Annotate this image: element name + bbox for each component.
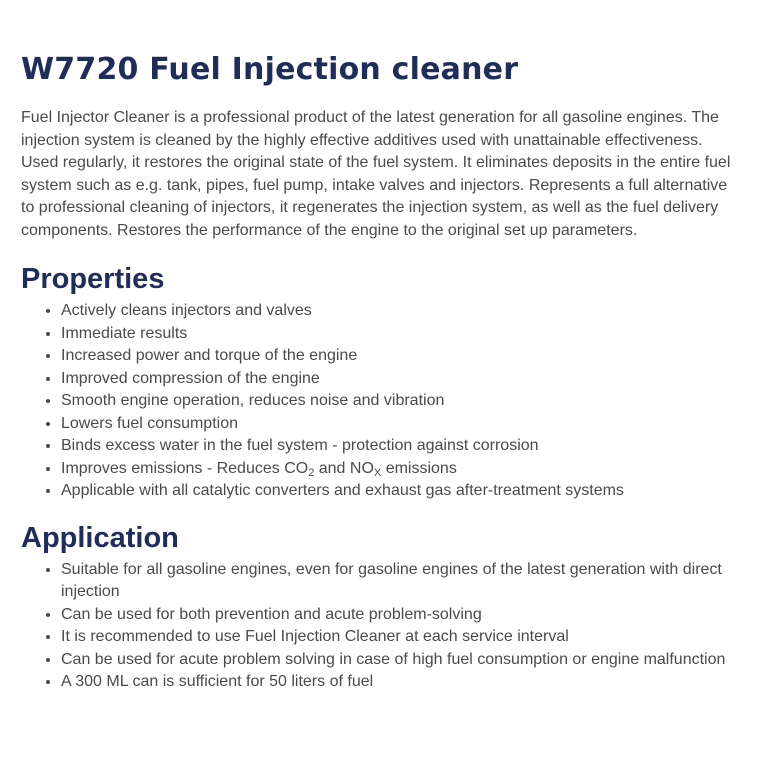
application-heading: Application bbox=[21, 521, 179, 554]
list-item: • Improved compression of the engine bbox=[61, 368, 741, 391]
list-item: • Suitable for all gasoline engines, even for gasoline engines of the latest generation with direct injection bbox=[61, 559, 741, 604]
nox-subscript: X bbox=[373, 466, 382, 479]
list-item: • It is recommended to use Fuel Injection Cleaner at each service interval bbox=[61, 626, 741, 649]
list-item: • Immediate results bbox=[61, 323, 741, 346]
emissions-text-prefix: Improves emissions - Reduces CO bbox=[61, 459, 309, 477]
product-description bbox=[21, 50, 741, 694]
list-item: • Can be used for acute problem solving in case of high fuel consumption or engine malfunction bbox=[61, 649, 741, 672]
list-item: • Binds excess water in the fuel system - protection against corrosion bbox=[61, 435, 741, 458]
list-item-emissions bbox=[61, 458, 741, 481]
properties-list bbox=[21, 300, 741, 503]
list-item: • Increased power and torque of the engine bbox=[61, 345, 741, 368]
list-item: • Applicable with all catalytic converters and exhaust gas after-treatment systems bbox=[61, 480, 741, 503]
list-item: • Can be used for both prevention and acute problem-solving bbox=[61, 604, 741, 627]
list-item: • A 300 ML can is sufficient for 50 liters of fuel bbox=[61, 671, 741, 694]
list-item: • Lowers fuel consumption bbox=[61, 413, 741, 436]
co2-subscript: 2 bbox=[308, 466, 315, 479]
page-title: W7720 Fuel Injection cleaner bbox=[21, 52, 519, 87]
intro-paragraph: Fuel Injector Cleaner is a professional product of the latest generation for all gasoline engines. The injection system is cleaned by the highly effective additives used with unattainable effectiveness. Used regularly, it restores the original state of the fuel system. It eliminates deposits in the entire fuel system such as e.g. tank, pipes, fuel pump, intake valves and injectors. Represents a full alternative to professional cleaning of injectors, it regenerates the injection system, as well as the fuel delivery components. Restores the performance of the engine to the original set up parameters. bbox=[21, 109, 731, 239]
list-item: • Smooth engine operation, reduces noise and vibration bbox=[61, 390, 741, 413]
list-item: • Actively cleans injectors and valves bbox=[61, 300, 741, 323]
application-list bbox=[21, 559, 741, 694]
properties-heading: Properties bbox=[21, 263, 165, 295]
emissions-text-middle: and NO bbox=[314, 459, 374, 477]
emissions-text-suffix: emissions bbox=[381, 459, 457, 477]
